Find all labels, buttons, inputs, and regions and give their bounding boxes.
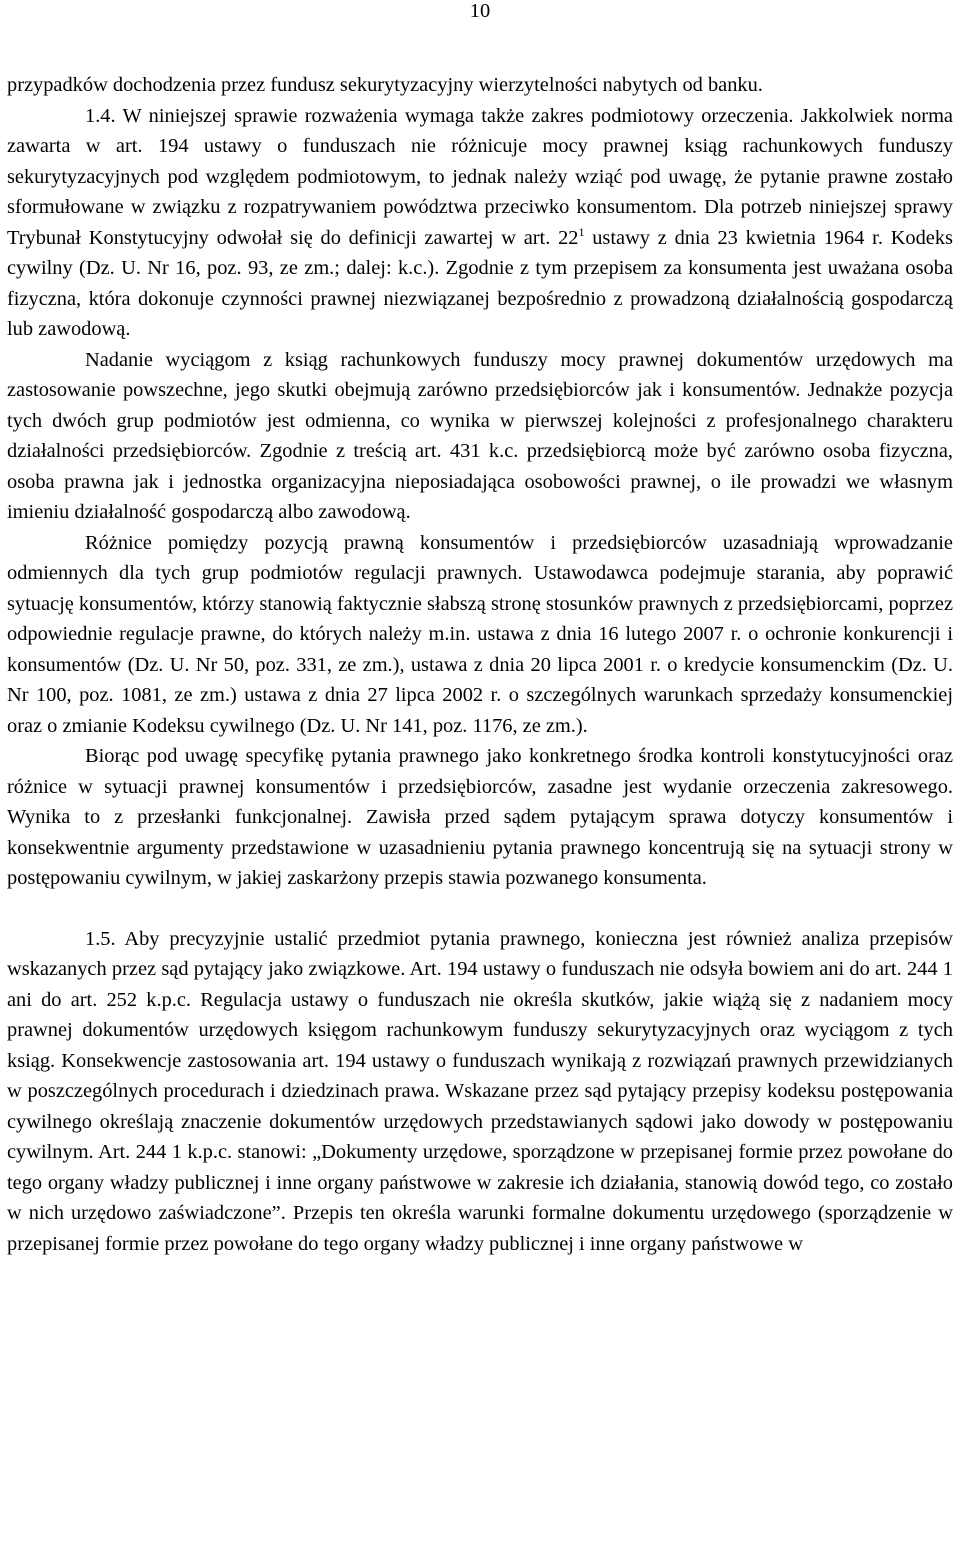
paragraph-3-text: Nadanie wyciągom z ksiąg rachunkowych funduszy mocy prawnej dokumentów urzędowych ma zastosowanie powszechne, jego skutki obejmują zarówno przedsiębiorców jak i konsumentów. Jednakże pozycja tych dwóch grup podmiotów jest odmienna, co wynika w pierwszej kolejności z profesjonalnego charakteru działalności przedsiębiorców. Zgodnie z treścią art. 43 (7, 348, 953, 462)
paragraph-2-text: 1.4. W niniejszej sprawie rozważenia wymaga także zakres podmiotowy orzeczenia. Jakkolwiek norma zawarta w art. 194 ustawy o funduszach nie różnicuje mocy prawnej ksiąg rachunkowych funduszy sekurytyzacyjnych pod względem podmiotowym, to jednak należy wziąć pod uwagę, że pytanie prawne zostało sformułowane w związku z rozpatrywaniem powództwa przeciwko konsumentom. Dla potrzeb niniejszej sprawy Trybunał Konstytucyjny odwołał się do definicji zawartej w art. 22 (7, 104, 953, 249)
paragraph-5: Biorąc pod uwagę specyfikę pytania prawnego jako konkretnego środka kontroli konstytucyjności oraz różnice w sytuacji prawnej konsumentów i przedsiębiorców, zasadne jest wydanie orzeczenia zakresowego. Wynika to z przesłanki funkcjonalnej. Zawisła przed sądem pytającym sprawa dotyczy konsumentów i konsekwentnie argumenty przedstawione w uzasadnieniu pytania prawnego koncentrują się na sytuacji strony w postępowaniu cywilnym, w jakiej zaskarżony przepis stawia pozwanego konsumenta. (7, 745, 953, 889)
superscript: 1 (470, 440, 481, 462)
paragraph-4: Różnice pomiędzy pozycją prawną konsumentów i przedsiębiorców uzasadniają wprowadzanie odmiennych dla tych grup podmiotów regulacji prawnych. Ustawodawca podejmuje starania, aby poprawić sytuację konsumentów, którzy stanowią faktycznie słabszą stronę stosunków prawnych z przedsiębiorcami, poprzez odpowiednie regulacje prawne, do których należy m.in. ustawa z dnia 16 lutego 2007 r. o ochronie konkurencji i konsumentów (Dz. U. Nr 50, poz. 331, ze zm.), ustawa z dnia 20 lipca 2001 r. o kredycie konsumenckim (Dz. U. Nr 100, poz. 1081, ze zm.) ustawa z dnia 27 lipca 2002 r. o szczególnych warunkach sprzedaży konsumenckiej oraz o zmianie Kodeksu cywilnego (Dz. U. Nr 141, poz. 1176, ze zm.). (7, 531, 953, 737)
paragraph-6: 1.5. Aby precyzyjnie ustalić przedmiot pytania prawnego, konieczna jest również analiza przepisów wskazanych przez sąd pytający jako związkowe. Art. 194 ustawy o funduszach nie odsyła bowiem ani do art. 244 1 ani do art. 252 k.p.c. Regulacja ustawy o funduszach nie określa skutków, jakie wiążą się z nadaniem mocy prawnej dokumentów urzędowych księgom rachunkowym funduszy sekurytyzacyjnych oraz wyciągom z tych ksiąg. Konsekwencje zastosowania art. 194 ustawy o funduszach wynikają z rozwiązań prawnych przewidzianych w poszczególnych procedurach i dziedzinach prawa. Wskazane przez sąd pytający przepisy kodeksu postępowania cywilnego określają znaczenie dokumentów urzędowych przedstawianych sądowi jako dowody w postępowaniu cywilnym. Art. 244 1 k.p.c. stanowi: „Dokumenty urzędowe, sporządzone w przepisanej formie przez powołane do tego organy władzy publicznej i inne organy państwowe w zakresie ich działania, stanowią dowód tego, co zostało w nich urzędowo zaświadczone”. Przepis ten określa warunki formalne dokumentu urzędowego (sporządzenie w przepisanej formie przez powołane do tego organy władzy publicznej i inne organy państwowe w (7, 927, 953, 1255)
page-number: 10 (469, 0, 491, 22)
superscript: 1 (578, 224, 585, 239)
paragraph-2 (7, 101, 953, 345)
body-text (7, 70, 953, 1259)
paragraph-1: przypadków dochodzenia przez fundusz sekurytyzacyjny wierzytelności nabytych od banku. (7, 74, 763, 96)
paragraph-3-tail: k.c. przedsiębiorcą może być zarówno osoba fizyczna, osoba prawna jak i jednostka organizacyjna nieposiadająca osobowości prawnej, o ile prowadzi we własnym imieniu działalność gospodarczą albo zawodową. (7, 440, 953, 523)
paragraph-3 (7, 345, 953, 528)
paragraph-2-tail: ustawy z dnia 23 kwietnia 1964 r. Kodeks cywilny (Dz. U. Nr 16, poz. 93, ze zm.; dalej: k.c.). Zgodnie z tym przepisem za konsumenta jest uważana osoba fizyczna, która dokonuje czynności prawnej niezwiązanej bezpośrednio z prowadzoną działalnością gospodarczą lub zawodową. (7, 226, 953, 340)
